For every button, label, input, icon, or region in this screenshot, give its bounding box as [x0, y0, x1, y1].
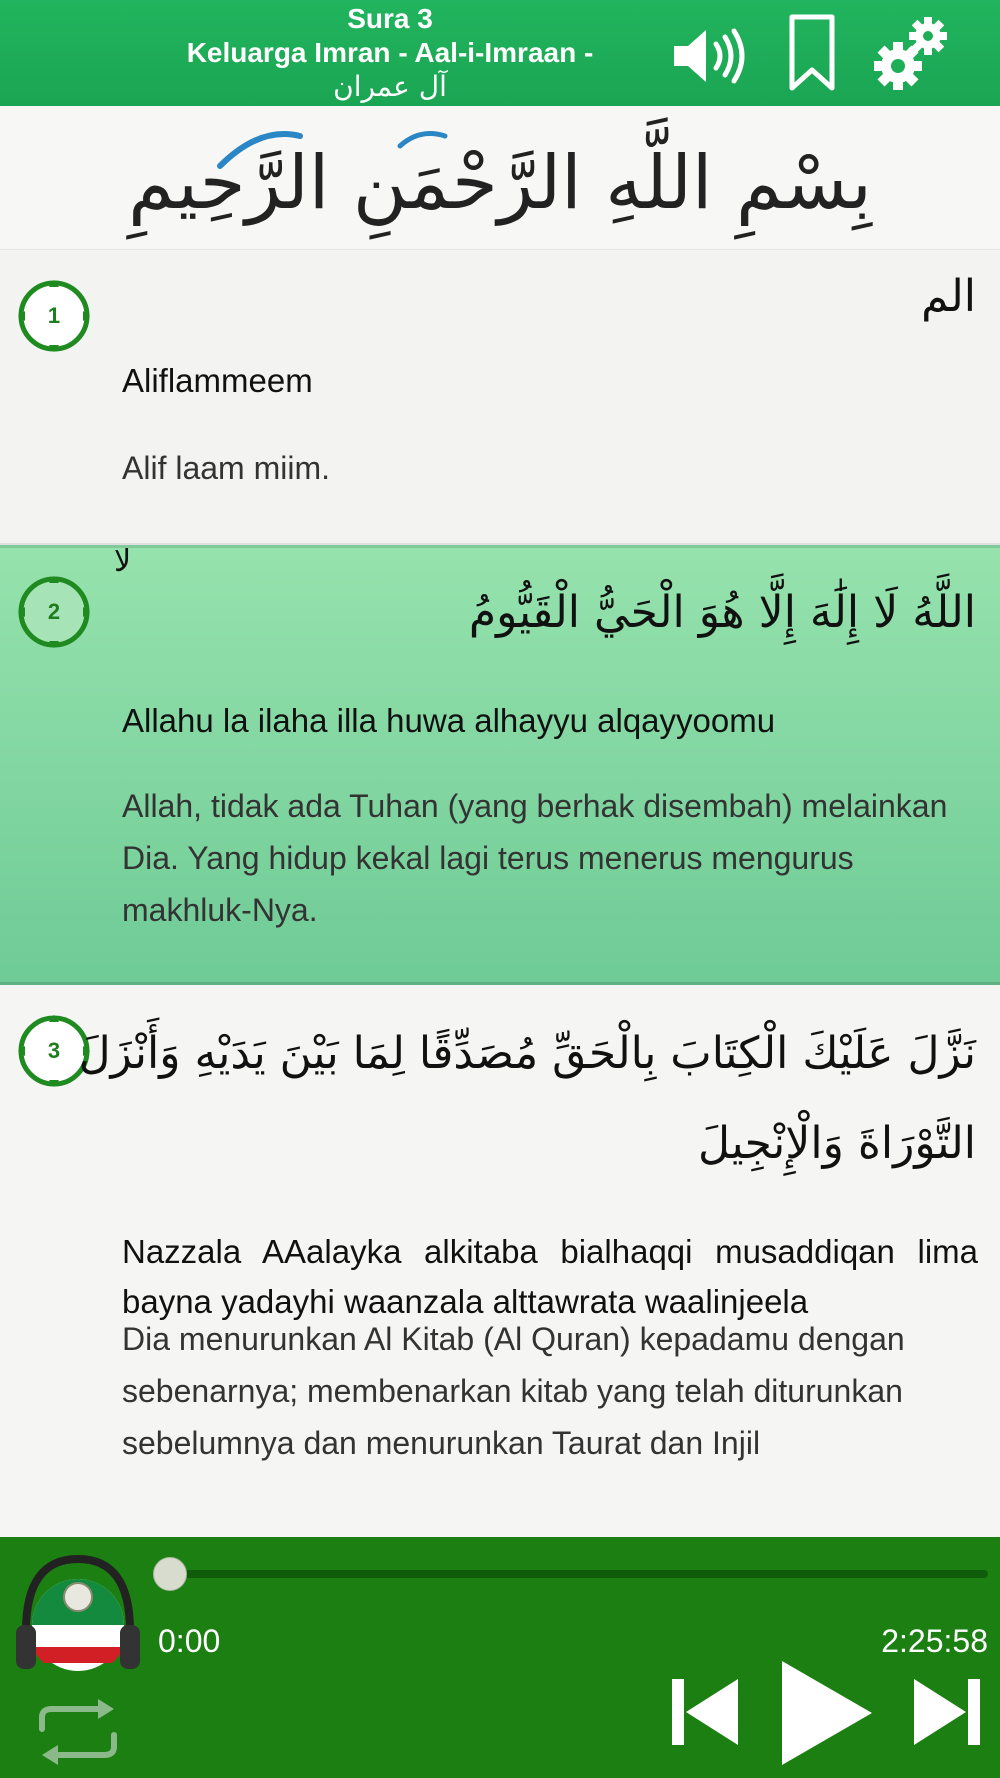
next-icon[interactable]: [914, 1679, 980, 1745]
speaker-icon[interactable]: [672, 26, 748, 86]
play-icon[interactable]: [782, 1661, 872, 1765]
verse-translation: Alif laam miim.: [122, 450, 331, 486]
verse-arabic-line-2: التَّوْرَاةَ وَالْإِنْجِيلَ: [698, 1118, 976, 1169]
verse-transliteration: Allahu la ilaha illa huwa alhayyu alqayyoomu: [122, 702, 776, 739]
repeat-icon[interactable]: [32, 1699, 124, 1765]
bismillah-banner: [0, 106, 1000, 250]
gear-icon[interactable]: [872, 14, 952, 92]
bismillah-calligraphy: [0, 106, 1000, 250]
waqf-mark: لا: [114, 544, 132, 579]
verse-number-badge: [16, 574, 92, 650]
verse-3[interactable]: [0, 985, 1000, 1540]
verse-translation: Allah, tidak ada Tuhan (yang berhak disembah) melainkan Dia. Yang hidup kekal lagi terus menerus mengurus makhluk-Nya.: [122, 788, 948, 928]
verse-arabic: اللَّهُ لَا إِلَٰهَ إِلَّا هُوَ الْحَيُّ الْقَيُّومُ: [468, 587, 976, 638]
audio-player: [0, 1537, 1000, 1778]
verse-number: 2: [47, 599, 61, 624]
total-time: 2:25:58: [881, 1623, 988, 1659]
bookmark-icon[interactable]: [788, 14, 836, 92]
sura-name: Keluarga Imran - Aal-i-Imraan -: [186, 37, 594, 68]
verse-number: 1: [47, 303, 61, 328]
elapsed-time: 0:00: [158, 1623, 221, 1659]
verse-number-badge: [16, 278, 92, 354]
verse-arabic: الم: [921, 271, 976, 322]
verse-arabic-line-1: نَزَّلَ عَلَيْكَ الْكِتَابَ بِالْحَقِّ مُصَدِّقًا لِمَا بَيْنَ يَدَيْهِ وَأَنْزَلَ: [78, 1028, 976, 1079]
headphones-flag-icon[interactable]: [12, 1551, 144, 1677]
verse-number: 3: [47, 1038, 61, 1063]
sura-title: [110, 2, 670, 104]
verse-transliteration: Aliflammeem: [122, 362, 313, 399]
top-bar: [0, 0, 1000, 106]
verse-transliteration: Nazzala AAalayka alkitaba bialhaqqi musaddiqan lima bayna yadayhi waanzala alttawrata waalinjeela: [122, 1233, 978, 1320]
verse-translation: Dia menurunkan Al Kitab (Al Quran) kepadamu dengan sebenarnya; membenarkan kitab yang telah diturunkan sebelumnya dan menurunkan Taurat dan Injil: [122, 1321, 905, 1461]
sura-arabic-name: آل عمران: [333, 70, 447, 103]
verse-2-highlighted[interactable]: [0, 545, 1000, 985]
sura-number: Sura 3: [347, 3, 433, 34]
progress-track[interactable]: [170, 1570, 988, 1578]
verse-1[interactable]: [0, 250, 1000, 545]
bismillah-text: بِسْمِ اللَّهِ الرَّحْمَنِ الرَّحِيمِ: [128, 140, 872, 226]
progress-thumb[interactable]: [153, 1557, 187, 1591]
previous-icon[interactable]: [672, 1679, 738, 1745]
